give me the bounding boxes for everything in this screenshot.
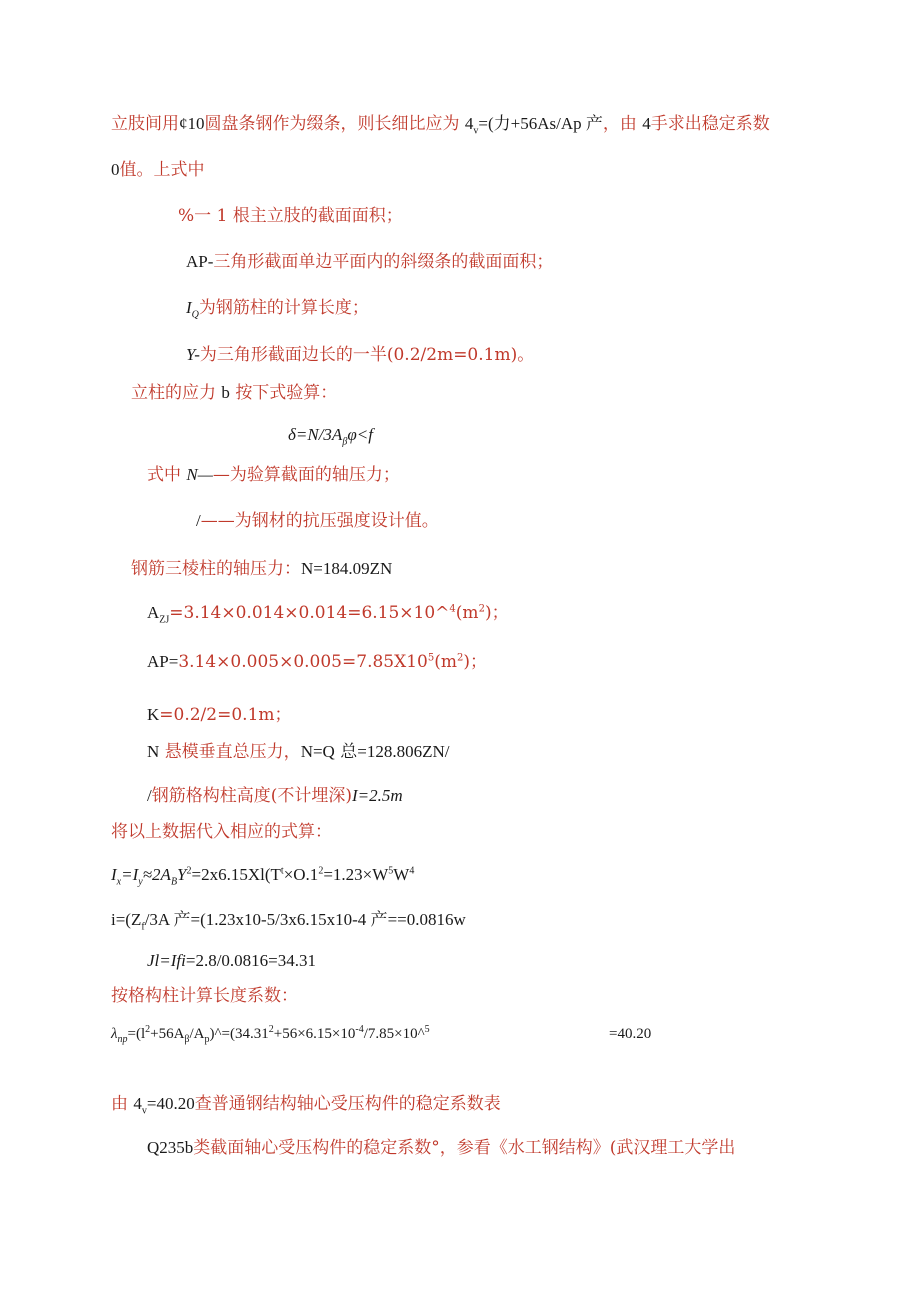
text: 三角形截面单边平面内的斜缀条的截面面积； — [213, 252, 554, 272]
text: ×O.1 — [283, 865, 319, 884]
superscript: 5 — [427, 652, 435, 664]
text: I=2.5m — [352, 786, 403, 805]
text: =40.20 — [609, 1026, 652, 1042]
text: Y — [177, 865, 187, 884]
text: 值。上式中 — [119, 160, 205, 180]
text: λ — [111, 1026, 118, 1042]
text: I — [186, 298, 192, 317]
text: φ<f — [347, 425, 373, 444]
text-line-16 — [147, 785, 403, 807]
text: —为验算截面的轴压力； — [212, 465, 400, 485]
text-line-19 — [111, 909, 466, 931]
text: )^=(34.31 — [209, 1026, 269, 1042]
text-line-20 — [147, 950, 316, 972]
subscript: B — [170, 876, 178, 888]
subscript: v — [141, 1105, 147, 1117]
subscript: β — [184, 1034, 190, 1045]
text: (m — [434, 652, 457, 672]
text-line-3 — [178, 205, 403, 227]
superscript: 4 — [409, 865, 415, 877]
text: =0.2/2=0.1m； — [159, 705, 292, 725]
text: 立柱的应力 — [131, 383, 216, 403]
text-line-22-result — [609, 1022, 651, 1045]
superscript: 2 — [478, 603, 485, 615]
text: 1 — [216, 206, 228, 226]
text: =40.20 — [146, 1094, 195, 1113]
text: +56A — [150, 1026, 185, 1042]
text-line-18 — [111, 864, 414, 886]
text-line-17 — [111, 821, 332, 843]
text: )； — [463, 652, 487, 672]
superscript: 5 — [424, 1024, 430, 1035]
text-line-21 — [111, 985, 298, 1007]
text: N=Q — [300, 742, 335, 761]
subscript: y — [138, 876, 143, 888]
subscript: β — [342, 436, 348, 448]
text: =I — [121, 865, 139, 884]
text: N— — [186, 465, 213, 484]
text: 查普通钢结构轴心受压构件的稳定系数表 — [194, 1094, 501, 1114]
text-line-7 — [131, 382, 337, 404]
formula-line — [288, 424, 373, 446]
text: =(力+56As/Ap 产 — [478, 114, 603, 133]
text: A — [147, 603, 160, 622]
subscript: v — [473, 125, 479, 137]
text: ——为钢材的抗压强度设计值。 — [200, 511, 439, 531]
text-line-5 — [186, 297, 369, 319]
text: 4 — [464, 114, 474, 133]
text: =3.14×0.014×0.014=6.15×10^ — [169, 603, 450, 623]
text: 4 — [642, 114, 651, 133]
text-line-2 — [111, 159, 205, 181]
text-line-11 — [131, 558, 392, 580]
text: / — [147, 786, 152, 805]
text: 钢筋格构柱高度 — [151, 786, 271, 806]
text: 钢筋三棱柱的轴压力： — [131, 559, 301, 579]
text-line-1 — [111, 113, 770, 135]
text: 类截面轴心受压构件的稳定系数°，参看《水工钢结构》(武汉理工大学出 — [193, 1138, 736, 1158]
text: AP= — [147, 652, 179, 671]
text: Y- — [186, 345, 200, 364]
subscript: np — [117, 1034, 128, 1045]
text: 为三角形截面边长的一半 — [199, 345, 387, 365]
text-line-6 — [186, 344, 534, 366]
text: /7.85×10^ — [363, 1026, 425, 1042]
text: 悬模垂直总压力， — [164, 742, 301, 762]
text: 按下式验算： — [235, 383, 338, 403]
text: K — [147, 705, 160, 724]
text-line-14 — [147, 704, 292, 726]
superscript: t — [280, 865, 284, 877]
text: N=184.09ZN — [301, 559, 393, 578]
text-line-4 — [186, 251, 553, 273]
subscript: p — [204, 1034, 210, 1045]
text-line-13 — [147, 651, 487, 673]
text: /A — [189, 1026, 205, 1042]
text: N — [147, 742, 160, 761]
text-line-15 — [147, 741, 449, 763]
text: AP- — [186, 252, 214, 271]
text: 手求出稳定系数 — [650, 114, 770, 134]
superscript: 2 — [145, 1024, 151, 1035]
text: 立肢间用 — [111, 114, 179, 134]
text: δ=N/3A — [288, 425, 343, 444]
text: 0 — [111, 160, 120, 179]
text: =(1.23x10-5/3x6.15x10-4 产 — [190, 910, 388, 929]
text: (不计埋深) — [270, 786, 352, 806]
text: 由 — [111, 1094, 128, 1114]
text: W — [393, 865, 410, 884]
text: ，由 — [602, 114, 637, 134]
text: 将以上数据代入相应的式算： — [111, 822, 332, 842]
text: Jl=Ifi — [147, 951, 186, 970]
text: =1.23×W — [323, 865, 389, 884]
text: / — [196, 511, 201, 530]
text: 圆盘条钢作为缀条，则长细比应为 — [204, 114, 460, 134]
superscript: 2 — [268, 1024, 274, 1035]
superscript: -4 — [355, 1024, 364, 1035]
text: %一 — [178, 206, 212, 226]
text-line-22 — [111, 1022, 430, 1045]
text: =(l — [127, 1026, 146, 1042]
superscript: 2 — [318, 865, 324, 877]
superscript: 5 — [388, 865, 394, 877]
text: =2.8/0.0816=34.31 — [185, 951, 317, 970]
text: =2x6.15Xl(T — [191, 865, 281, 884]
text: i=(Z — [111, 910, 142, 929]
text: b — [221, 383, 230, 402]
text: 为钢筋柱的计算长度； — [198, 298, 369, 318]
text: 4 — [133, 1094, 142, 1113]
text: I — [111, 865, 117, 884]
subscript: x — [116, 876, 122, 888]
text: (0.2/2m=0.1m)。 — [386, 345, 535, 365]
text: Q235b — [147, 1138, 194, 1157]
text: 总 — [340, 742, 358, 762]
subscript: ZJ — [159, 614, 170, 626]
text: 式中 — [147, 465, 181, 485]
subscript: Q — [191, 309, 199, 321]
text: 根主立肢的截面面积； — [232, 206, 403, 226]
superscript: 2 — [186, 865, 192, 877]
text: =128.806ZN/ — [357, 742, 450, 761]
subscript: f — [141, 921, 145, 933]
text: (m — [455, 603, 479, 623]
text: ¢10 — [179, 114, 205, 133]
text-line-12 — [147, 602, 509, 624]
text: ≈2A — [142, 865, 171, 884]
text-line-24 — [147, 1137, 735, 1159]
superscript: 2 — [456, 652, 464, 664]
text: +56×6.15×10 — [273, 1026, 356, 1042]
text: ==0.0816w — [387, 910, 466, 929]
text-line-10 — [196, 510, 439, 532]
text: 按格构柱计算长度系数： — [111, 986, 298, 1006]
text: 3.14×0.005×0.005=7.85X10 — [178, 652, 428, 672]
text: )； — [484, 603, 509, 623]
text: /3A 产 — [144, 910, 191, 929]
text-line-23 — [111, 1093, 501, 1115]
superscript: 4 — [449, 603, 456, 615]
text-line-9 — [147, 464, 400, 486]
